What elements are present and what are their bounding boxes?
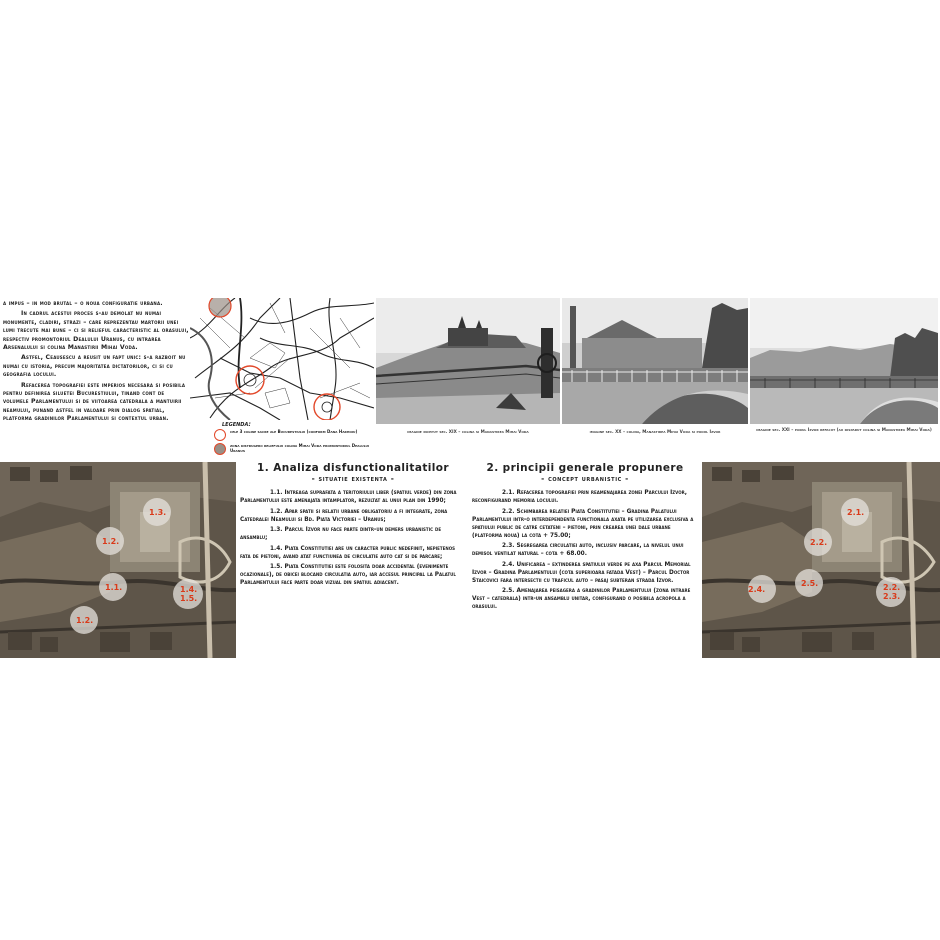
historic-photo-panel — [376, 298, 560, 458]
intro-paragraph: Astfel, Ceausescu a reusit un fapt unic: s-a razboit nu numai cu istoria, precum majoritatea dictatorilor, ci si cu geografia locului. — [3, 354, 186, 379]
intro-text — [3, 300, 189, 457]
map-panel — [190, 298, 374, 458]
analysis-subtitle: - situatie existenta - — [311, 474, 395, 483]
zone-label: 1.5. — [180, 594, 198, 603]
intro-paragraph: a impus – in mod brutal – o noua configuratie urbana. — [3, 300, 163, 307]
aerial-photo-proposal — [702, 462, 940, 658]
zone-label: 2.4. — [748, 585, 766, 594]
zone-label: 1.4. — [180, 585, 198, 594]
analysis-item: 1.1. Intreaga suprafata a teritoriului liber (spatiul verde) din zona Parlamentului este amenajata intamplator, rezultat al unui plan din 1990; — [240, 490, 457, 504]
legend-title: legenda: — [222, 420, 251, 428]
zone-label: 1.3. — [149, 508, 167, 517]
bridge-photo — [562, 298, 748, 424]
principles-item: 2.4. Unificarea – extinderea spatiului verde pe axa Parcul Memorial Izvor – Gradina Parlamentului (cota superioara fatada Vest) – Parcul Doctor Staicovici fara intersectii cu traficul auto – pasaj subteran strada Izvor. — [472, 561, 691, 584]
photo-caption: imagine sec. XXI – podul Izvor refacut (au disparut colina si Manastirea Mihai Voda) — [756, 427, 932, 432]
intro-paragraph: Refacerea topografiei este imperios necesara si posibila pentru definirea siluetei Bucurestiului, tinand cont de volumele Parlamentului si de viitoarea catedrala a mantuirii neamului, punand astfel in valoare prin dialog spatial, platforma gradinilor Parlamentului si contextul urban. — [3, 381, 186, 423]
principles-subtitle: - concept urbanistic - — [541, 474, 629, 483]
aerial-photo-existing — [0, 462, 236, 658]
hill-marker — [209, 298, 231, 317]
analysis-item: 1.2. Apar spatii si relatii urbane obligatoriu a fi integrate, zona Catedralei Neamului si Bd. Piata Victoriei – Uranus; — [240, 508, 448, 523]
zone-label: 1.1. — [105, 583, 123, 592]
historic-photo-panel — [562, 298, 748, 458]
engraving-image — [376, 298, 560, 424]
analysis-item: 1.5. Piata Constitutiei este folosita doar accidental (evenimente ocazionale), de obicei blocand circulatia auto, iar accesul principal la Palatul Parlamentului face parte doar vizual din spatiul adiacent. — [240, 564, 456, 586]
analysis-item: 1.4. Piata Constitutiei are un caracter public nedefinit, nepietenos fata de pietoni, avand atat functiunea de circulatie auto cat si de parcare; — [240, 545, 455, 560]
zone-label: 2.2. — [810, 538, 828, 547]
legend-item — [230, 429, 370, 434]
principles-item: 2.2. Schimbarea relatiei Piata Constitutiei – Gradina Palatului Parlamentului intr-o interdependenta functionala axata pe utilizarea exclusiva a spatiului public de catre cetateni – pietoni, prin crearea unei dale urbane (platforma noua) la cota + 75.00; — [472, 508, 694, 539]
grey-circle-swatch — [214, 443, 226, 455]
legend-item-label: zona distrugerii reliefului colina Mihai Voda promontoriul Dealului Uranus — [230, 443, 370, 453]
principles-column — [472, 462, 698, 658]
principles-item: 2.1. Refacerea topografiei prin reamenajarea zonei Parcului Izvor, reconfigurand memoria locului. — [472, 490, 687, 504]
zone-label: 2.3. — [883, 592, 901, 601]
street-map — [190, 298, 374, 420]
zone-label: 2.2. — [883, 583, 901, 592]
red-circle-swatch — [214, 429, 226, 441]
historic-photo-panel — [750, 298, 938, 458]
legend-item — [230, 443, 370, 453]
principles-title: 2. principii generale propunere — [486, 462, 684, 474]
zone-label: 1.2. — [76, 616, 94, 625]
photo-caption: imagine sec. XX – colina, Manastirea Mihai Voda si podul Izvor — [589, 429, 721, 434]
photo-caption: imagine inceput sec. XIX – colina si Manastirea Mihai Voda — [407, 429, 529, 434]
intro-paragraph: In cadrul acestui proces s-au demolat nu numai monumente, cladiri, strazi – care reprezentau martorii unei lumi trecute mai bune – ci si relieful caracteristic al orasului, respectiv promontoriul Dealului Uranus, cu intrarea Arsenalului si colina Manastirii Mihai Voda. — [3, 310, 189, 352]
modern-bridge-photo — [750, 298, 938, 424]
zone-label: 2.5. — [801, 579, 819, 588]
analysis-title: 1. Analiza disfunctionalitatilor — [257, 462, 449, 474]
legend-item-label: cele 3 coline sacre ale Bucurestiului (conform Dana Harhoiu) — [230, 429, 358, 434]
analysis-item: 1.3. Parcul Izvor nu face parte dintr-un demers urbanistic de ansamblu; — [240, 527, 442, 541]
presentation-board — [0, 298, 940, 660]
zone-label: 2.1. — [847, 508, 865, 517]
analysis-column — [240, 462, 466, 658]
zone-label: 1.2. — [102, 537, 120, 546]
principles-item: 2.5. Amenajarea peisagera a gradinilor Parlamentului (zona intrare Vest – catedrala) intr-un ansamblu unitar, configurand o posibila acropola a orasului. — [472, 588, 691, 610]
principles-item: 2.3. Segregarea circulatiei auto, inclusiv parcare, la nivelul unui demisol ventilat natural – cota + 68.00. — [472, 543, 684, 557]
